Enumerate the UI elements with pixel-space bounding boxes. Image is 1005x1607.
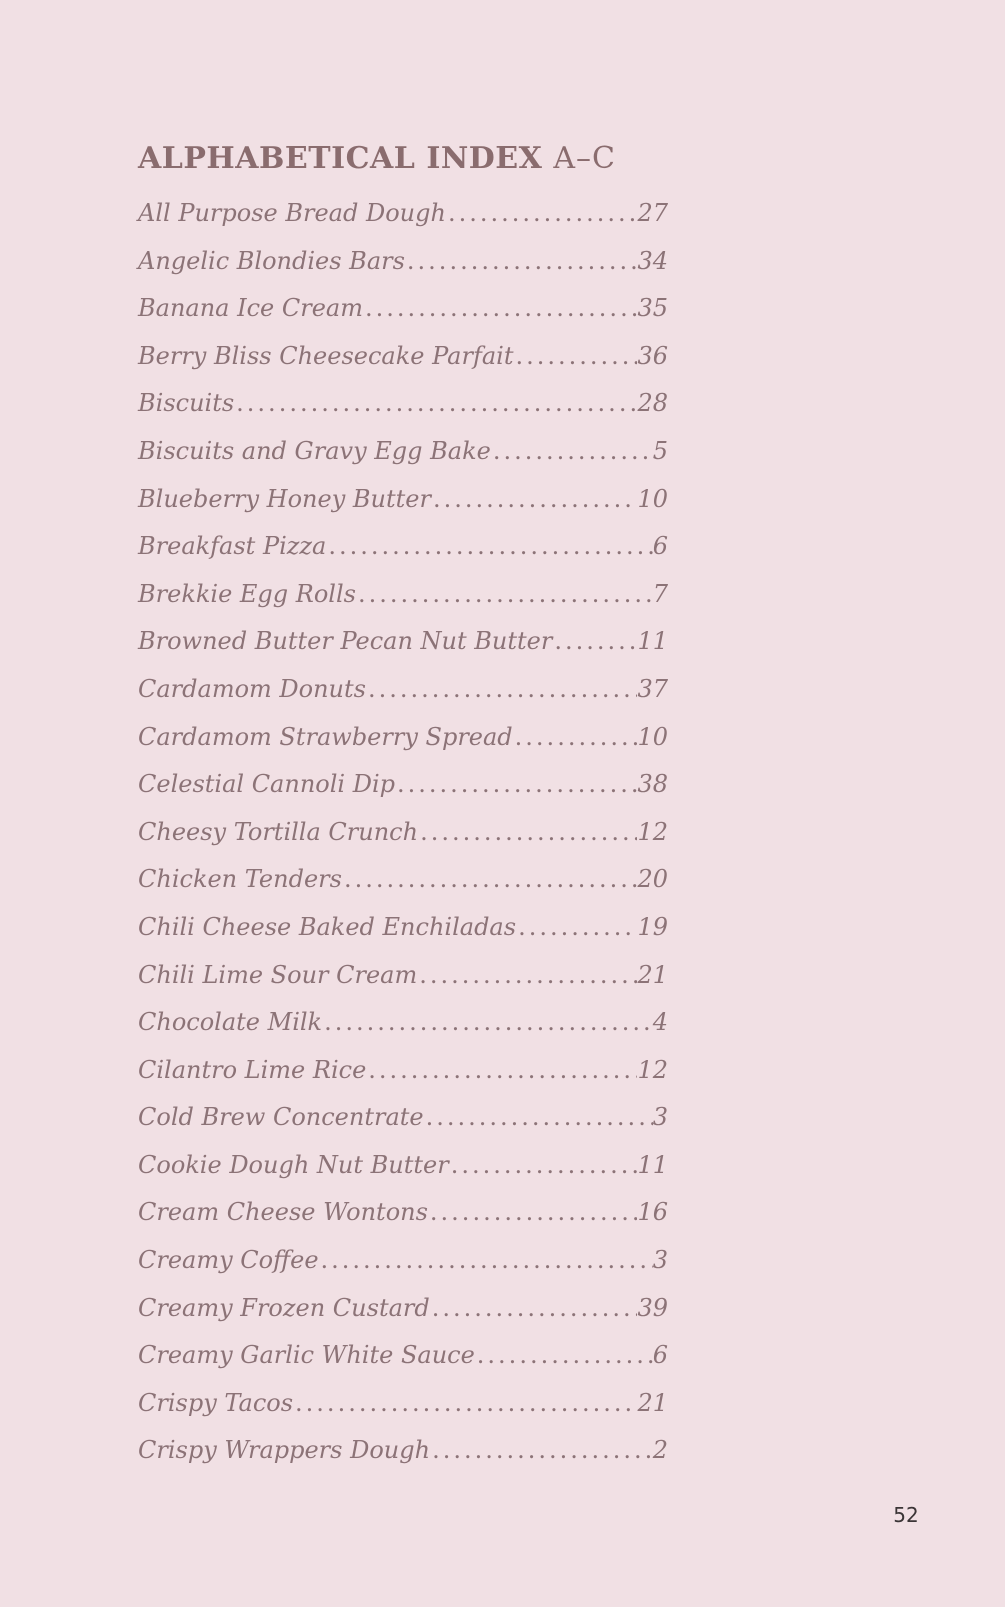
- index-entry-list: [138, 190, 668, 1475]
- recipe-page-number: 11: [637, 1150, 668, 1179]
- index-entry: [138, 714, 668, 762]
- recipe-page-number: 3: [652, 1246, 668, 1275]
- index-entry: [138, 856, 668, 904]
- recipe-page-number: 10: [637, 722, 668, 751]
- index-entry: [138, 904, 668, 952]
- recipe-page-number: 21: [637, 960, 668, 989]
- index-entry: [138, 1047, 668, 1095]
- recipe-page-number: 27: [637, 199, 668, 227]
- index-entry: [138, 333, 668, 381]
- index-content: [138, 141, 668, 1475]
- recipe-page-number: 36: [637, 341, 668, 370]
- dot-leader: [475, 1332, 653, 1380]
- index-entry: [138, 1427, 668, 1475]
- index-entry: [138, 1285, 668, 1333]
- page-title-main: ALPHABETICAL INDEX: [138, 141, 543, 176]
- recipe-name: Angelic Blondies Bars: [138, 246, 405, 275]
- dot-leader: [418, 809, 637, 857]
- recipe-page-number: 4: [652, 1008, 668, 1037]
- index-entry: [138, 523, 668, 571]
- recipe-name: Crispy Wrappers Dough: [138, 1436, 431, 1465]
- recipe-name: Chicken Tenders: [138, 865, 342, 894]
- recipe-page-number: 35: [637, 294, 668, 323]
- recipe-name: Breakfast Pizza: [138, 532, 327, 561]
- recipe-name: Biscuits: [138, 389, 235, 418]
- dot-leader: [322, 999, 653, 1047]
- index-entry: [138, 190, 668, 238]
- recipe-name: Cilantro Lime Rice: [138, 1055, 367, 1084]
- dot-leader: [356, 571, 653, 619]
- recipe-name: Cardamom Strawberry Spread: [138, 722, 513, 751]
- dot-leader: [342, 856, 638, 904]
- index-entry: [138, 571, 668, 619]
- recipe-name: Cheesy Tortilla Crunch: [138, 817, 419, 846]
- footer-page-number: 52: [893, 1503, 919, 1527]
- page-title-range: A–C: [553, 141, 617, 176]
- page-title: [138, 141, 668, 177]
- recipe-name: Celestial Cannoli Dip: [138, 770, 395, 799]
- recipe-page-number: 21: [637, 1388, 668, 1417]
- dot-leader: [431, 476, 637, 524]
- recipe-name: All Purpose Bread Dough: [138, 199, 446, 227]
- index-entry: [138, 952, 668, 1000]
- recipe-name: Cold Brew Concentrate: [138, 1103, 424, 1132]
- recipe-page-number: 34: [637, 246, 668, 275]
- recipe-page-number: 6: [652, 532, 668, 561]
- recipe-name: Cream Cheese Wontons: [138, 1198, 428, 1227]
- recipe-name: Creamy Frozen Custard: [138, 1293, 430, 1322]
- index-entry: [138, 666, 668, 714]
- index-entry: [138, 476, 668, 524]
- recipe-name: Chocolate Milk: [138, 1008, 323, 1037]
- index-entry: [138, 618, 668, 666]
- recipe-name: Blueberry Honey Butter: [138, 484, 431, 513]
- index-entry: [138, 1189, 668, 1237]
- index-entry: [138, 1237, 668, 1285]
- recipe-page-number: 11: [637, 627, 668, 656]
- index-entry: [138, 1380, 668, 1428]
- index-entry: [138, 809, 668, 857]
- dot-leader: [293, 1380, 637, 1428]
- recipe-page-number: 28: [637, 389, 668, 418]
- dot-leader: [424, 1094, 653, 1142]
- recipe-name: Creamy Garlic White Sauce: [138, 1341, 475, 1370]
- recipe-page-number: 12: [637, 817, 668, 846]
- recipe-name: Biscuits and Gravy Egg Bake: [138, 436, 491, 465]
- dot-leader: [513, 333, 637, 381]
- dot-leader: [513, 714, 638, 762]
- recipe-page-number: 39: [637, 1293, 668, 1322]
- recipe-page-number: 38: [637, 770, 668, 799]
- recipe-page-number: 19: [637, 912, 668, 941]
- index-entry: [138, 1142, 668, 1190]
- recipe-page-number: 20: [637, 865, 668, 894]
- recipe-page-number: 3: [652, 1103, 668, 1132]
- recipe-name: Browned Butter Pecan Nut Butter: [138, 627, 553, 656]
- recipe-name: Banana Ice Cream: [138, 294, 363, 323]
- recipe-page-number: 6: [652, 1341, 668, 1370]
- recipe-page-number: 37: [637, 674, 668, 703]
- dot-leader: [234, 380, 637, 428]
- dot-leader: [405, 238, 638, 286]
- recipe-name: Chili Cheese Baked Enchiladas: [138, 912, 517, 941]
- recipe-name: Cardamom Donuts: [138, 674, 366, 703]
- dot-leader: [319, 1237, 653, 1285]
- dot-leader: [552, 618, 637, 666]
- dot-leader: [446, 190, 638, 238]
- recipe-page-number: 16: [637, 1198, 668, 1227]
- dot-leader: [366, 1047, 637, 1095]
- index-entry: [138, 238, 668, 286]
- dot-leader: [491, 428, 653, 476]
- dot-leader: [430, 1285, 638, 1333]
- recipe-name: Brekkie Egg Rolls: [138, 579, 356, 608]
- dot-leader: [363, 285, 637, 333]
- recipe-page-number: 12: [637, 1055, 668, 1084]
- index-entry: [138, 380, 668, 428]
- dot-leader: [326, 523, 652, 571]
- recipe-name: Berry Bliss Cheesecake Parfait: [138, 341, 514, 370]
- recipe-page-number: 5: [652, 436, 668, 465]
- recipe-name: Creamy Coffee: [138, 1246, 319, 1275]
- recipe-page-number: 10: [637, 484, 668, 513]
- dot-leader: [395, 761, 637, 809]
- dot-leader: [366, 666, 637, 714]
- recipe-page-number: 7: [652, 579, 668, 608]
- dot-leader: [428, 1189, 638, 1237]
- dot-leader: [449, 1142, 638, 1190]
- dot-leader: [430, 1427, 653, 1475]
- index-entry: [138, 285, 668, 333]
- recipe-name: Chili Lime Sour Cream: [138, 960, 418, 989]
- index-entry: [138, 1094, 668, 1142]
- recipe-page-number: 2: [652, 1436, 668, 1465]
- dot-leader: [417, 952, 637, 1000]
- recipe-name: Cookie Dough Nut Butter: [138, 1150, 449, 1179]
- index-entry: [138, 999, 668, 1047]
- index-entry: [138, 428, 668, 476]
- index-entry: [138, 1332, 668, 1380]
- recipe-name: Crispy Tacos: [138, 1388, 294, 1417]
- index-entry: [138, 761, 668, 809]
- dot-leader: [516, 904, 637, 952]
